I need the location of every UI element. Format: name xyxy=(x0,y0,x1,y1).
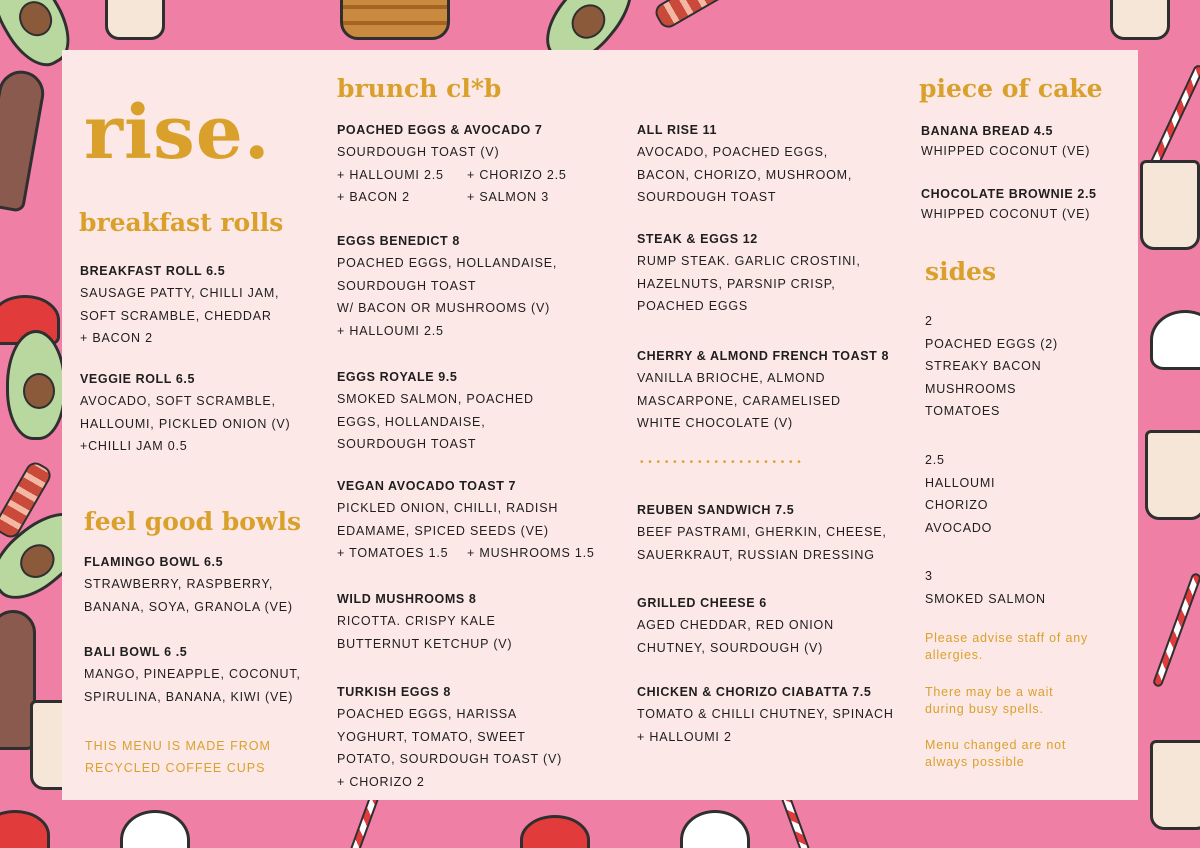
item-line: HAZELNUTS, PARSNIP CRISP, xyxy=(637,276,836,291)
coffee-cup-icon xyxy=(1150,740,1200,830)
item-line: SOFT SCRAMBLE, CHEDDAR xyxy=(80,308,272,323)
item-title: POACHED EGGS & AVOCADO 7 xyxy=(337,123,543,137)
section-title-breakfast-rolls: breakfast rolls xyxy=(79,208,284,237)
item-line: AGED CHEDDAR, RED ONION xyxy=(637,618,834,632)
section-title-feel-good-bowls: feel good bowls xyxy=(84,507,302,536)
foam-finger-icon xyxy=(0,67,48,213)
side-item: HALLOUMI xyxy=(925,475,996,490)
santa-hat-icon xyxy=(520,815,590,848)
santa-hat-icon xyxy=(0,810,50,848)
item-line: POACHED EGGS, HOLLANDAISE, xyxy=(337,256,558,270)
menu-item-steak-eggs xyxy=(637,228,861,318)
item-title: TURKISH EGGS 8 xyxy=(337,685,451,699)
whipped-cream-icon xyxy=(1150,310,1200,370)
note-changes xyxy=(925,737,1066,771)
item-line: VANILLA BRIOCHE, ALMOND xyxy=(637,371,826,385)
sides-group-3 xyxy=(925,565,1046,610)
addon: + MUSHROOMS 1.5 xyxy=(467,546,595,560)
sides-price: 2.5 xyxy=(925,453,945,467)
item-title: EGGS BENEDICT 8 xyxy=(337,234,460,248)
side-item: MUSHROOMS xyxy=(925,381,1017,396)
side-item: TOMATOES xyxy=(925,404,1001,418)
addon: + BACON 2 xyxy=(337,190,410,204)
item-line: + CHORIZO 2 xyxy=(337,774,425,789)
item-line: BANANA, SOYA, GRANOLA (VE) xyxy=(84,599,293,614)
item-title: WILD MUSHROOMS 8 xyxy=(337,592,477,606)
recycled-note xyxy=(85,735,271,779)
note-line: allergies. xyxy=(925,648,984,662)
item-line: POTATO, SOURDOUGH TOAST (V) xyxy=(337,752,563,766)
menu-item-ciabatta xyxy=(637,681,894,748)
item-line: RICOTTA. CRISPY KALE xyxy=(337,614,496,628)
item-line: SMOKED SALMON, POACHED xyxy=(337,392,534,406)
item-title: FLAMINGO BOWL 6.5 xyxy=(84,555,224,569)
addons-grid xyxy=(337,542,597,565)
side-item: CHORIZO xyxy=(925,498,989,512)
addon: + SALMON 3 xyxy=(467,190,549,204)
item-line: HALLOUMI, PICKLED ONION (V) xyxy=(80,416,291,431)
item-line: +CHILLI JAM 0.5 xyxy=(80,439,188,453)
item-title: REUBEN SANDWICH 7.5 xyxy=(637,503,795,517)
menu-item-all-rise xyxy=(637,119,852,209)
addon: + TOMATOES 1.5 xyxy=(337,546,449,560)
coffee-cup-icon xyxy=(1145,430,1200,520)
section-title-brunch-club: brunch cl*b xyxy=(337,74,502,103)
addon: + CHORIZO 2.5 xyxy=(467,167,567,182)
addon: + HALLOUMI 2.5 xyxy=(337,167,444,182)
item-line: AVOCADO, POACHED EGGS, xyxy=(637,145,829,159)
candy-cane-icon xyxy=(1152,572,1200,688)
coffee-cup-icon xyxy=(105,0,165,40)
note-line: always possible xyxy=(925,755,1025,769)
menu-item-vegan-avocado-toast xyxy=(337,475,597,565)
item-title: VEGAN AVOCADO TOAST 7 xyxy=(337,479,517,493)
item-title: BALI BOWL 6 .5 xyxy=(84,645,188,659)
side-item: AVOCADO xyxy=(925,520,993,535)
menu-item-veggie-roll xyxy=(80,368,291,458)
item-title: BANANA BREAD 4.5 xyxy=(921,124,1054,138)
sides-price: 3 xyxy=(925,569,933,583)
item-line: POACHED EGGS, HARISSA xyxy=(337,707,518,721)
note-line: during busy spells. xyxy=(925,702,1044,716)
menu-panel xyxy=(62,50,1138,800)
item-line: + HALLOUMI 2 xyxy=(637,729,732,744)
item-line: + BACON 2 xyxy=(80,331,153,345)
whipped-cream-icon xyxy=(120,810,190,848)
addons-right xyxy=(467,164,597,209)
item-line: POACHED EGGS xyxy=(637,299,749,313)
menu-item-eggs-benedict xyxy=(337,230,557,342)
candy-cane-icon xyxy=(780,792,830,848)
item-line: EDAMAME, SPICED SEEDS (VE) xyxy=(337,523,549,538)
menu-item-flamingo-bowl xyxy=(84,551,293,618)
item-line: SOURDOUGH TOAST (V) xyxy=(337,145,500,159)
note-line: There may be a wait xyxy=(925,685,1054,699)
addons-right xyxy=(467,542,597,565)
avocado-icon xyxy=(6,330,66,440)
item-line: AVOCADO, SOFT SCRAMBLE, xyxy=(80,394,276,408)
note-wait xyxy=(925,684,1053,718)
item-line: RUMP STEAK. GARLIC CROSTINI, xyxy=(637,254,861,268)
menu-item-eggs-royale xyxy=(337,366,534,456)
menu-item-turkish-eggs xyxy=(337,681,562,793)
item-title: STEAK & EGGS 12 xyxy=(637,232,758,246)
item-line: CHUTNEY, SOURDOUGH (V) xyxy=(637,640,824,655)
item-title: EGGS ROYALE 9.5 xyxy=(337,370,458,384)
item-line: WHIPPED COCONUT (VE) xyxy=(921,144,1091,158)
note-allergies xyxy=(925,630,1088,664)
menu-item-breakfast-roll xyxy=(80,260,279,350)
item-title: CHOCOLATE BROWNIE 2.5 xyxy=(921,187,1097,201)
addons-grid xyxy=(337,164,597,209)
menu-item-wild-mushrooms xyxy=(337,588,512,655)
item-line: BUTTERNUT KETCHUP (V) xyxy=(337,636,513,651)
item-line: SOURDOUGH TOAST xyxy=(337,437,477,451)
waffle-icon xyxy=(340,0,450,40)
item-line: SAUERKRAUT, RUSSIAN DRESSING xyxy=(637,547,875,562)
item-line: + HALLOUMI 2.5 xyxy=(337,323,444,338)
candy-cane-icon xyxy=(330,792,380,848)
note-line: Menu changed are not xyxy=(925,738,1067,752)
whipped-cream-icon xyxy=(680,810,750,848)
item-line: TOMATO & CHILLI CHUTNEY, SPINACH xyxy=(637,707,894,721)
menu-item-banana-bread xyxy=(921,121,1090,161)
menu-item-chocolate-brownie xyxy=(921,184,1097,224)
side-item: SMOKED SALMON xyxy=(925,591,1046,606)
side-item: POACHED EGGS (2) xyxy=(925,336,1058,351)
item-line: W/ BACON OR MUSHROOMS (V) xyxy=(337,301,551,315)
addons-left xyxy=(337,542,467,565)
item-line: YOGHURT, TOMATO, SWEET xyxy=(337,729,526,744)
item-line: SPIRULINA, BANANA, KIWI (VE) xyxy=(84,689,294,704)
item-line: PICKLED ONION, CHILLI, RADISH xyxy=(337,501,559,515)
item-line: EGGS, HOLLANDAISE, xyxy=(337,414,486,429)
item-line: MASCARPONE, CARAMELISED xyxy=(637,393,841,408)
bacon-icon xyxy=(652,0,734,31)
coffee-cup-icon xyxy=(1140,160,1200,250)
item-title: CHERRY & ALMOND FRENCH TOAST 8 xyxy=(637,349,890,363)
menu-item-french-toast xyxy=(637,345,889,435)
menu-item-grilled-cheese xyxy=(637,592,834,659)
note-line: THIS MENU IS MADE FROM xyxy=(85,739,271,753)
item-title: GRILLED CHEESE 6 xyxy=(637,596,767,610)
addons-left xyxy=(337,164,467,209)
coffee-cup-icon xyxy=(1110,0,1170,40)
note-line: Please advise staff of any xyxy=(925,631,1089,645)
item-title: VEGGIE ROLL 6.5 xyxy=(80,372,196,386)
sides-group-2 xyxy=(925,310,1058,423)
menu-item-reuben xyxy=(637,499,887,566)
dotted-divider: • • • • • • • • • • • • • • • • • • • • xyxy=(640,457,802,468)
brand-logo: rise. xyxy=(84,90,271,176)
section-title-sides: sides xyxy=(925,257,997,286)
item-line: SOURDOUGH TOAST xyxy=(337,278,477,293)
note-line: RECYCLED COFFEE CUPS xyxy=(85,761,266,775)
item-line: SAUSAGE PATTY, CHILLI JAM, xyxy=(80,286,280,300)
item-title: ALL RISE 11 xyxy=(637,123,718,137)
item-line: STRAWBERRY, RASPBERRY, xyxy=(84,577,274,591)
section-title-piece-of-cake: piece of cake xyxy=(919,74,1103,103)
side-item: STREAKY BACON xyxy=(925,359,1042,373)
item-title: CHICKEN & CHORIZO CIABATTA 7.5 xyxy=(637,685,872,699)
item-line: BEEF PASTRAMI, GHERKIN, CHEESE, xyxy=(637,525,887,539)
item-title: BREAKFAST ROLL 6.5 xyxy=(80,264,226,278)
item-line: WHITE CHOCOLATE (V) xyxy=(637,416,793,430)
menu-item-poached-eggs-avocado xyxy=(337,119,597,209)
item-line: WHIPPED COCONUT (VE) xyxy=(921,207,1091,221)
menu-item-bali-bowl xyxy=(84,641,301,708)
sides-group-2-5 xyxy=(925,449,995,539)
sides-price: 2 xyxy=(925,314,933,328)
item-line: BACON, CHORIZO, MUSHROOM, xyxy=(637,167,853,182)
item-line: MANGO, PINEAPPLE, COCONUT, xyxy=(84,667,301,681)
item-line: SOURDOUGH TOAST xyxy=(637,190,777,204)
